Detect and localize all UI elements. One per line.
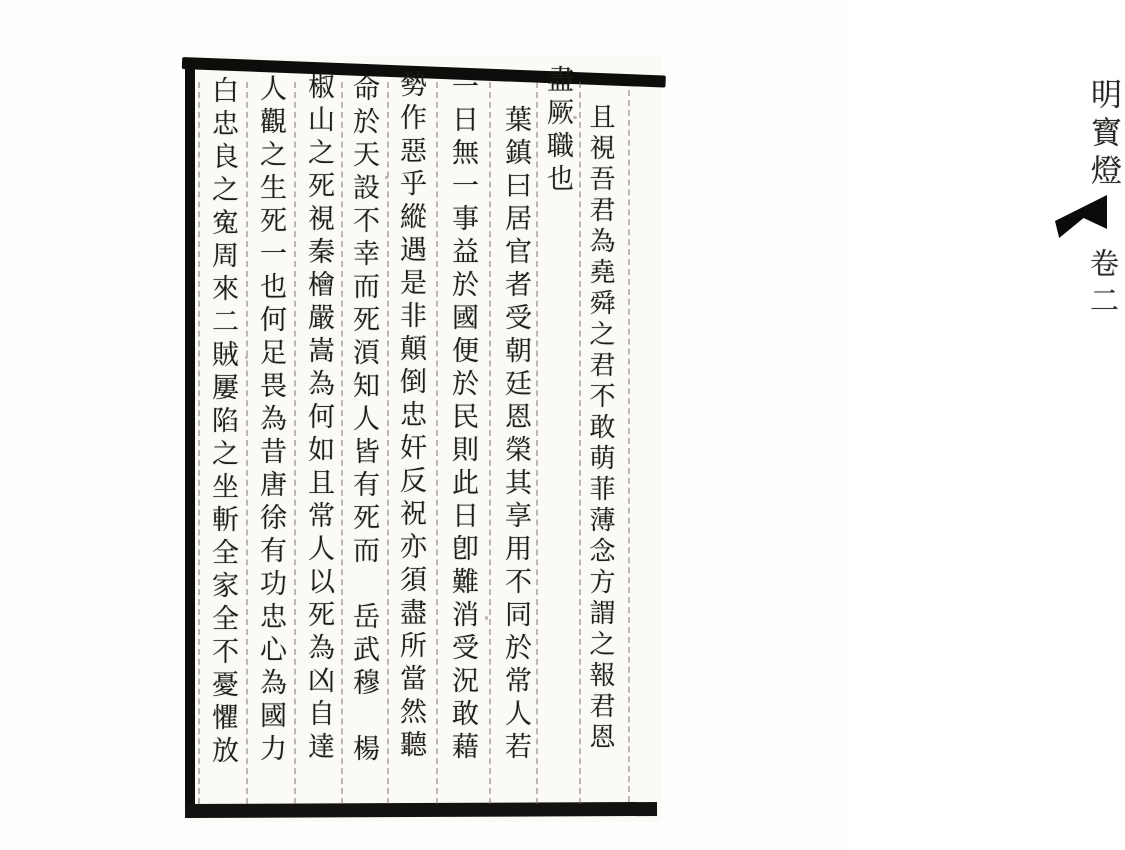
- column-rule: [294, 82, 296, 804]
- text-column: 命於天設不幸而死湏知人皆有死而 岳武穆 楊: [348, 74, 379, 767]
- fishtail-icon: [1055, 192, 1107, 242]
- column-rule: [489, 82, 491, 804]
- text-column: 盡厥職也: [542, 65, 573, 197]
- text-column: 一日無一事益於國便於民則此日卽難消受況敢藉: [447, 72, 478, 765]
- ink-speck: [385, 176, 388, 179]
- text-column: 椒山之死視秦檜嚴嵩為何如且常人以死為凶自達: [303, 72, 334, 765]
- column-rule: [198, 82, 200, 804]
- text-column: 且視吾君為堯舜之君不敢萌菲薄念方謂之報君恩: [585, 103, 615, 754]
- volume-label: 卷二: [1086, 248, 1120, 322]
- column-rule: [246, 82, 248, 804]
- banxin-column: [629, 56, 1121, 822]
- column-rule: [436, 82, 438, 804]
- text-column: 人觀之生死一也何足畏為昔唐徐有功忠心為國力: [255, 74, 286, 767]
- book-page: [185, 56, 1121, 822]
- ink-speck: [485, 616, 488, 620]
- page-frame-left: [185, 58, 195, 818]
- page-frame-bottom: [185, 802, 657, 818]
- book-title-vertical: 明寳燈: [1085, 78, 1121, 192]
- ink-speck: [245, 356, 248, 359]
- ink-speck: [573, 116, 577, 119]
- column-rule: [387, 82, 389, 804]
- text-column: 葉鎮曰居官者受朝廷恩榮其享用不同於常人若: [500, 72, 531, 765]
- text-column: 白忠良之寃周來二賊屢陷之坐斬全家全不憂懼放: [207, 76, 238, 769]
- text-column: 勢作惡乎縱遇是非顛倒忠奸反祝亦須盡所當然聽: [395, 70, 426, 763]
